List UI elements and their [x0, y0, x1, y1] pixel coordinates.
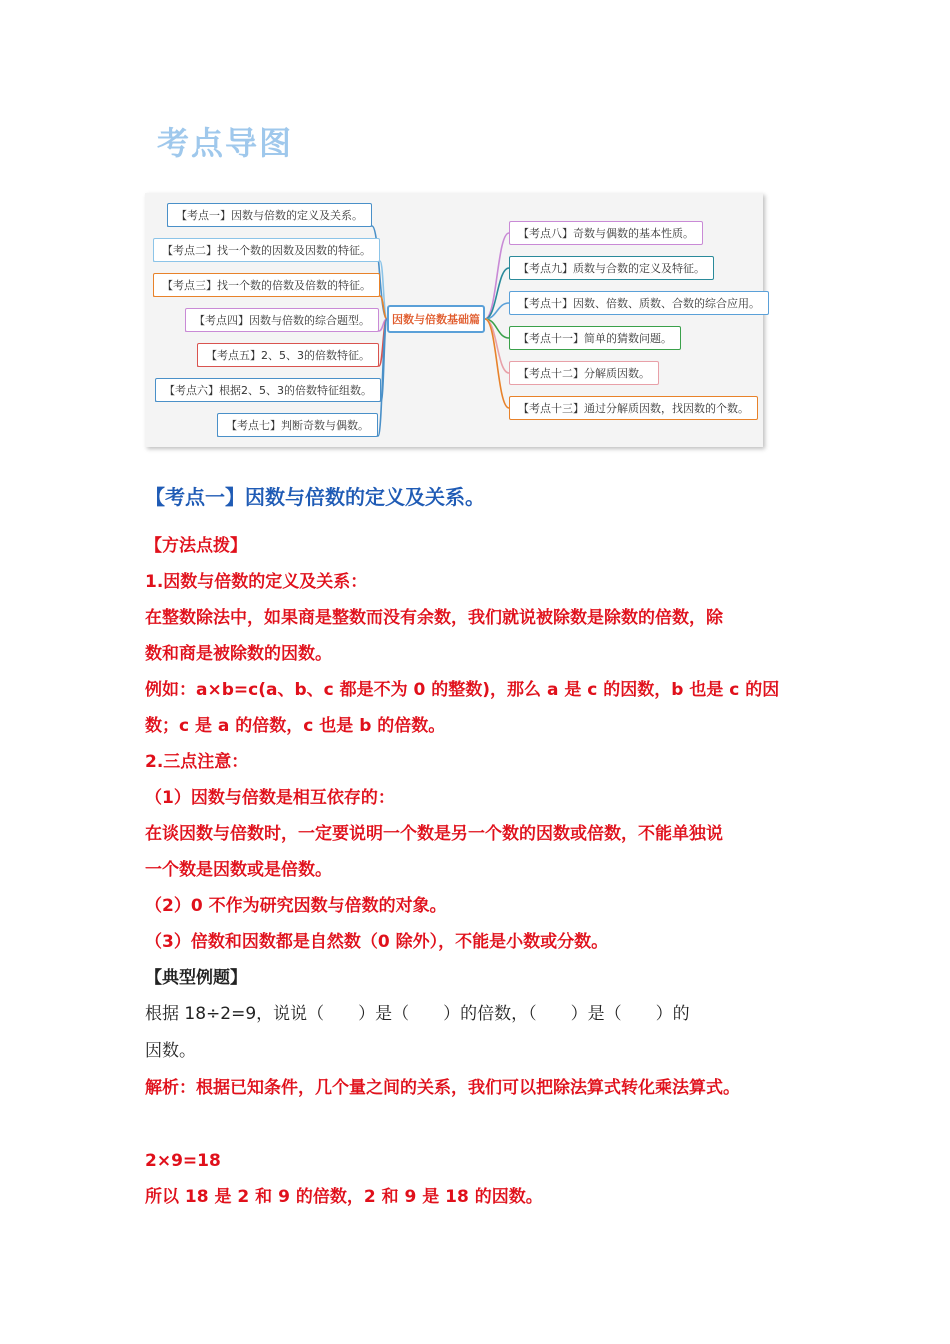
mind-map [145, 193, 763, 447]
paragraph-1: 1.因数与倍数的定义及关系： [145, 572, 368, 592]
page-title: 考点导图 [157, 124, 294, 162]
mind-map-node-10: 【考点十】因数、倍数、质数、合数的综合应用。 [509, 291, 769, 315]
mind-map-node-11: 【考点十一】简单的猜数问题。 [509, 326, 681, 350]
paragraph-8: 在谈因数与倍数时，一定要说明一个数是另一个数的因数或倍数，不能单独说 [145, 824, 723, 844]
paragraph-6: 2.三点注意： [145, 752, 249, 772]
paragraph-3: 数和商是被除数的因数。 [145, 644, 332, 664]
question-line-2: 因数。 [145, 1041, 196, 1061]
mind-map-node-2: 【考点二】找一个数的因数及因数的特征。 [153, 238, 380, 262]
mind-map-node-3: 【考点三】找一个数的倍数及倍数的特征。 [153, 273, 380, 297]
mind-map-node-8: 【考点八】奇数与偶数的基本性质。 [509, 221, 703, 245]
mind-map-node-13: 【考点十三】通过分解质因数，找因数的个数。 [509, 396, 758, 420]
mind-map-node-1: 【考点一】因数与倍数的定义及关系。 [167, 203, 372, 227]
method-label: 【方法点拨】 [145, 536, 247, 556]
mind-map-node-6: 【考点六】根据2、5、3的倍数特征组数。 [155, 378, 381, 402]
example-label: 【典型例题】 [145, 968, 247, 988]
analysis-text: 解析：根据已知条件，几个量之间的关系，我们可以把除法算式转化乘法算式。 [145, 1078, 740, 1098]
paragraph-11: （3）倍数和因数都是自然数（0 除外），不能是小数或分数。 [145, 932, 609, 952]
paragraph-5: 数；c 是 a 的倍数，c 也是 b 的倍数。 [145, 716, 446, 736]
mind-map-center: 因数与倍数基础篇 [387, 305, 485, 333]
paragraph-4: 例如：a×b=c(a、b、c 都是不为 0 的整数)，那么 a 是 c 的因数，b 也是 c 的因 [145, 680, 780, 700]
paragraph-10: （2）0 不作为研究因数与倍数的对象。 [145, 896, 447, 916]
mind-map-node-5: 【考点五】2、5、3的倍数特征。 [197, 343, 379, 367]
question-line-1: 根据 18÷2=9，说说（ ）是（ ）的倍数，（ ）是（ ）的 [145, 1004, 690, 1024]
mind-map-node-4: 【考点四】因数与倍数的综合题型。 [185, 308, 379, 332]
paragraph-2: 在整数除法中，如果商是整数而没有余数，我们就说被除数是除数的倍数，除 [145, 608, 723, 628]
section-heading: 【考点一】因数与倍数的定义及关系。 [145, 485, 485, 509]
mind-map-node-12: 【考点十二】分解质因数。 [509, 361, 659, 385]
paragraph-7: （1）因数与倍数是相互依存的： [145, 788, 395, 808]
mind-map-node-7: 【考点七】判断奇数与偶数。 [217, 413, 378, 437]
conclusion: 所以 18 是 2 和 9 的倍数，2 和 9 是 18 的因数。 [145, 1187, 543, 1207]
paragraph-9: 一个数是因数或是倍数。 [145, 860, 332, 880]
mind-map-node-9: 【考点九】质数与合数的定义及特征。 [509, 256, 714, 280]
equation: 2×9=18 [145, 1151, 221, 1171]
